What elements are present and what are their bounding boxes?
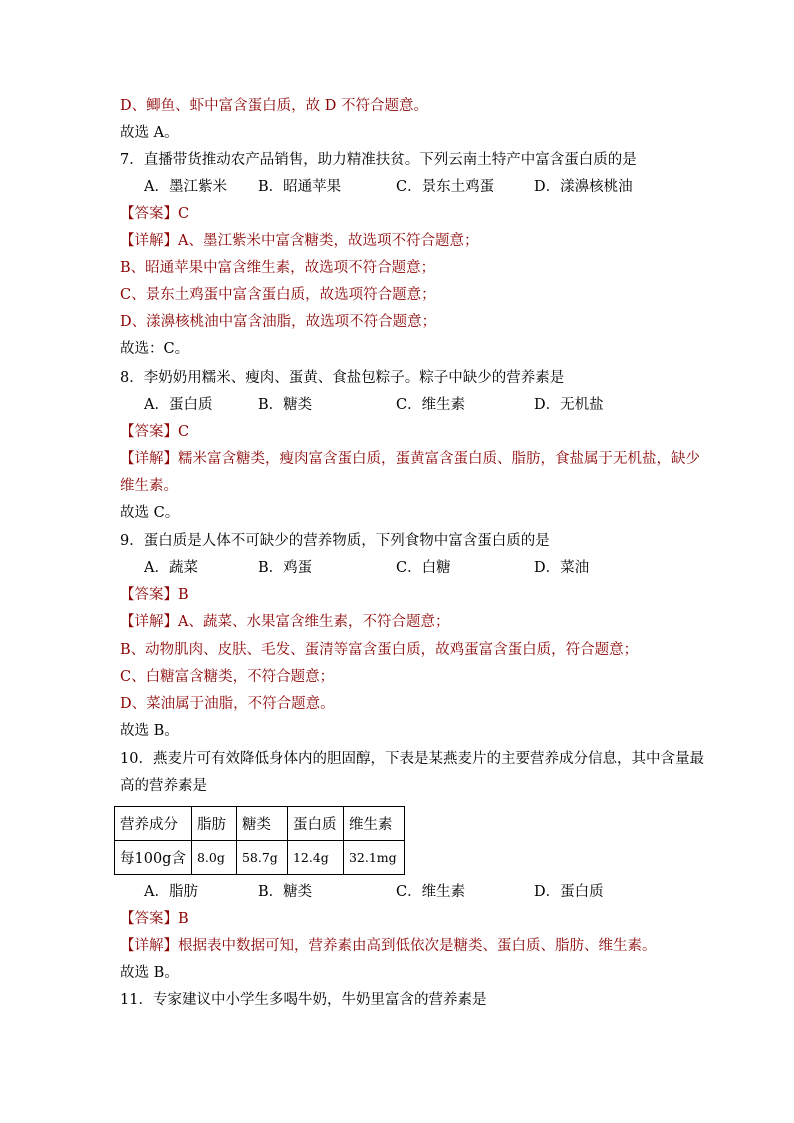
table-cell: 脂肪 xyxy=(191,807,236,841)
question-8-options xyxy=(120,395,680,415)
option-b: B．糖类 xyxy=(258,397,313,413)
explanation-line: 维生素。 xyxy=(120,478,178,494)
option-d: D．漾濞核桃油 xyxy=(534,179,633,195)
table-header-row xyxy=(115,807,405,841)
conclusion-line: 故选 B。 xyxy=(120,965,179,981)
table-cell: 8.0g xyxy=(191,841,236,875)
explanation-line: C、白糖富含糖类，不符合题意； xyxy=(120,669,335,685)
explanation-line: B、动物肌肉、皮肤、毛发、蛋清等富含蛋白质，故鸡蛋富含蛋白质，符合题意； xyxy=(120,642,639,658)
option-c: C．维生素 xyxy=(396,397,466,413)
table-cell: 12.4g xyxy=(287,841,343,875)
option-c: C．景东土鸡蛋 xyxy=(396,179,495,195)
explanation-line: 【详解】根据表中数据可知，营养素由高到低依次是糖类、蛋白质、脂肪、维生素。 xyxy=(120,938,657,954)
question-10-options xyxy=(120,882,680,902)
nutrition-table xyxy=(114,806,405,875)
question-10-continuation: 高的营养素是 xyxy=(120,778,207,794)
option-b: B．鸡蛋 xyxy=(258,560,313,576)
question-11: 11．专家建议中小学生多喝牛奶，牛奶里富含的营养素是 xyxy=(120,992,487,1008)
answer-line: 【答案】C xyxy=(120,206,190,222)
option-a: A．脂肪 xyxy=(144,884,198,900)
question-10: 10．燕麦片可有效降低身体内的胆固醇，下表是某燕麦片的主要营养成分信息，其中含量最 xyxy=(120,751,704,767)
question-9-options xyxy=(120,558,680,578)
conclusion-line: 故选 B。 xyxy=(120,723,179,739)
question-8: 8．李奶奶用糯米、瘦肉、蛋黄、食盐包粽子。粽子中缺少的营养素是 xyxy=(120,370,565,386)
option-d: D．蛋白质 xyxy=(534,884,604,900)
table-cell: 维生素 xyxy=(343,807,404,841)
option-b: B．糖类 xyxy=(258,884,313,900)
option-a: A．蛋白质 xyxy=(144,397,213,413)
table-cell: 蛋白质 xyxy=(287,807,343,841)
conclusion-line: 故选 C。 xyxy=(120,505,180,521)
table-cell: 营养成分 xyxy=(115,807,192,841)
explanation-line: D、菜油属于油脂，不符合题意。 xyxy=(120,696,335,712)
explanation-line: D、鲫鱼、虾中富含蛋白质，故 D 不符合题意。 xyxy=(120,98,428,114)
question-7: 7．直播带货推动农产品销售，助力精准扶贫。下列云南土特产中富含蛋白质的是 xyxy=(120,152,637,168)
question-7-options xyxy=(120,177,680,197)
option-b: B．昭通苹果 xyxy=(258,179,342,195)
option-d: D．菜油 xyxy=(534,560,590,576)
table-row xyxy=(115,841,405,875)
table-cell: 糖类 xyxy=(236,807,287,841)
explanation-line: 【详解】糯米富含糖类，瘦肉富含蛋白质，蛋黄富含蛋白质、脂肪，食盐属于无机盐，缺少 xyxy=(120,451,700,467)
table-cell: 32.1mg xyxy=(343,841,404,875)
table-cell: 每100g含 xyxy=(115,841,192,875)
explanation-line: D、漾濞核桃油中富含油脂，故选项不符合题意； xyxy=(120,314,437,330)
explanation-line: B、昭通苹果中富含维生素，故选项不符合题意； xyxy=(120,260,436,276)
conclusion-line: 故选 A。 xyxy=(120,125,179,141)
option-c: C．维生素 xyxy=(396,884,466,900)
answer-line: 【答案】B xyxy=(120,587,189,603)
explanation-line: 【详解】A、墨江紫米中富含糖类，故选项不符合题意； xyxy=(120,233,479,249)
option-c: C．白糖 xyxy=(396,560,451,576)
option-d: D．无机盐 xyxy=(534,397,604,413)
table-cell: 58.7g xyxy=(236,841,287,875)
question-9: 9．蛋白质是人体不可缺少的营养物质，下列食物中富含蛋白质的是 xyxy=(120,533,550,549)
explanation-line: 【详解】A、蔬菜、水果富含维生素，不符合题意； xyxy=(120,614,450,630)
option-a: A．墨江紫米 xyxy=(144,179,227,195)
answer-line: 【答案】C xyxy=(120,424,190,440)
explanation-line: C、景东土鸡蛋中富含蛋白质，故选项符合题意； xyxy=(120,287,436,303)
conclusion-line: 故选：C。 xyxy=(120,341,190,357)
option-a: A．蔬菜 xyxy=(144,560,198,576)
answer-line: 【答案】B xyxy=(120,911,189,927)
